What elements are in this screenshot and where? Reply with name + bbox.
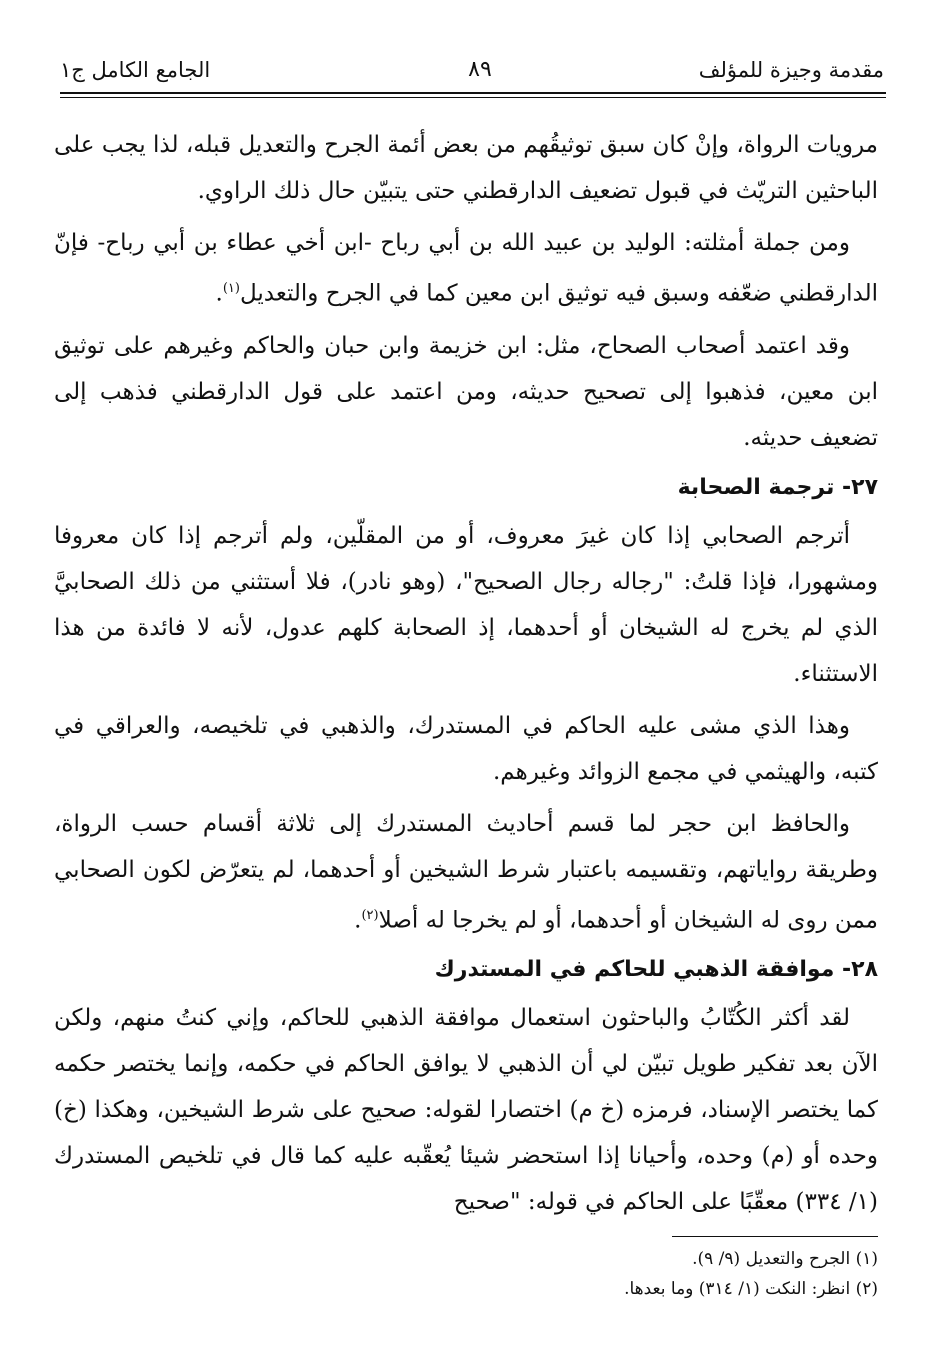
- footnote-2: (٢) انظر: النكت (١/ ٣١٤) وما بعدها.: [624, 1279, 878, 1299]
- page-body: [54, 122, 878, 1231]
- footnote-ref-1: (١): [222, 281, 240, 296]
- paragraph-2-text: ومن جملة أمثلته: الوليد بن عبيد الله بن أبي رباح -ابن أخي عطاء بن أبي رباح- فإنّ الدارقطني ضعّفه وسبق فيه توثيق ابن معين كما في الجرح والتعديل: [54, 230, 878, 307]
- footnote-ref-2: (٢): [361, 907, 379, 923]
- paragraph-5: وهذا الذي مشى عليه الحاكم في المستدرك، والذهبي في تلخيصه، والعراقي في كتبه، والهيثمي في مجمع الزوائد وغيرهم.: [54, 712, 878, 785]
- paragraph-2: [54, 220, 878, 317]
- paragraph-3: وقد اعتمد أصحاب الصحاح، مثل: ابن خزيمة وابن حبان والحاكم وغيرهم على توثيق ابن معين، فذهبوا إلى تصحيح حديثه، ومن اعتمد على قول الدارقطني فذهب إلى تضعيف حديثه.: [54, 332, 878, 451]
- paragraph-6-text: والحافظ ابن حجر لما قسم أحاديث المستدرك إلى ثلاثة أقسام حسب الرواة، وطريقة رواياتهم، وتقسيمه باعتبار شرط الشيخين أو أحدهما، لم يتعرّض لكون الصحابي ممن روى له الشيخان أو أحدهما، أو لم يخرجا له أصلا: [54, 810, 878, 934]
- section-heading-28: ٢٨- موافقة الذهبي للحاكم في المستدرك: [434, 957, 878, 983]
- footnote-1: (١) الجرح والتعديل (٩/ ٩).: [692, 1249, 878, 1269]
- header-rule-thin: [60, 97, 886, 98]
- footnotes: [118, 1244, 878, 1304]
- paragraph-2-end: .: [215, 280, 223, 307]
- running-header-section-title: مقدمة وجيزة للمؤلف: [698, 58, 884, 82]
- paragraph-7: لقد أكثر الكُتّابُ والباحثون استعمال موافقة الذهبي للحاكم، وإني كنتُ منهم، ولكن الآن بعد تفكير طويل تبيّن لي أن الذهبي لا يوافق الحاكم في حكمه، وإنما يختصر حكمه كما يختصر الإسناد، فرمزه (خ م) اختصارا لقوله: صحيح على شرط الشيخين، وهكذا (خ) وحده أو (م) وحده، وأحيانا إذا استحضر شيئا يُعقّبه عليه كما قال في تلخيص المستدرك (١/ ٣٣٤) معقّبًا على الحاكم في قوله: "صحيح: [54, 1005, 878, 1216]
- paragraph-6-end: .: [354, 907, 362, 934]
- paragraph-4: أترجم الصحابي إذا كان غيرَ معروف، أو من المقلّين، ولم أترجم إذا كان معروفا ومشهورا، فإذا قلتُ: "رجاله رجال الصحيح"، (وهو نادر)، فلا أستثني من ذلك الصحابيَّ الذي لم يخرج له الشيخان أو أحدهما، إذ الصحابة كلهم عدول، لأنه لا فائدة من هذا الاستثناء.: [54, 522, 878, 687]
- page-number: ٨٩: [468, 57, 492, 82]
- paragraph-1: مرويات الرواة، وإنْ كان سبق توثيقُهم من بعض أئمة الجرح والتعديل قبله، لذا يجب على الباحثين التريّث في قبول تضعيف الدارقطني حتى يتبيّن حال ذلك الراوي.: [54, 132, 878, 204]
- running-header-book-title: الجامع الكامل ج١: [60, 58, 211, 82]
- paragraph-6: [54, 801, 878, 944]
- section-heading-27: ٢٧- ترجمة الصحابة: [677, 474, 878, 500]
- header-rule-thick: [60, 92, 886, 94]
- footnote-separator: [672, 1236, 878, 1237]
